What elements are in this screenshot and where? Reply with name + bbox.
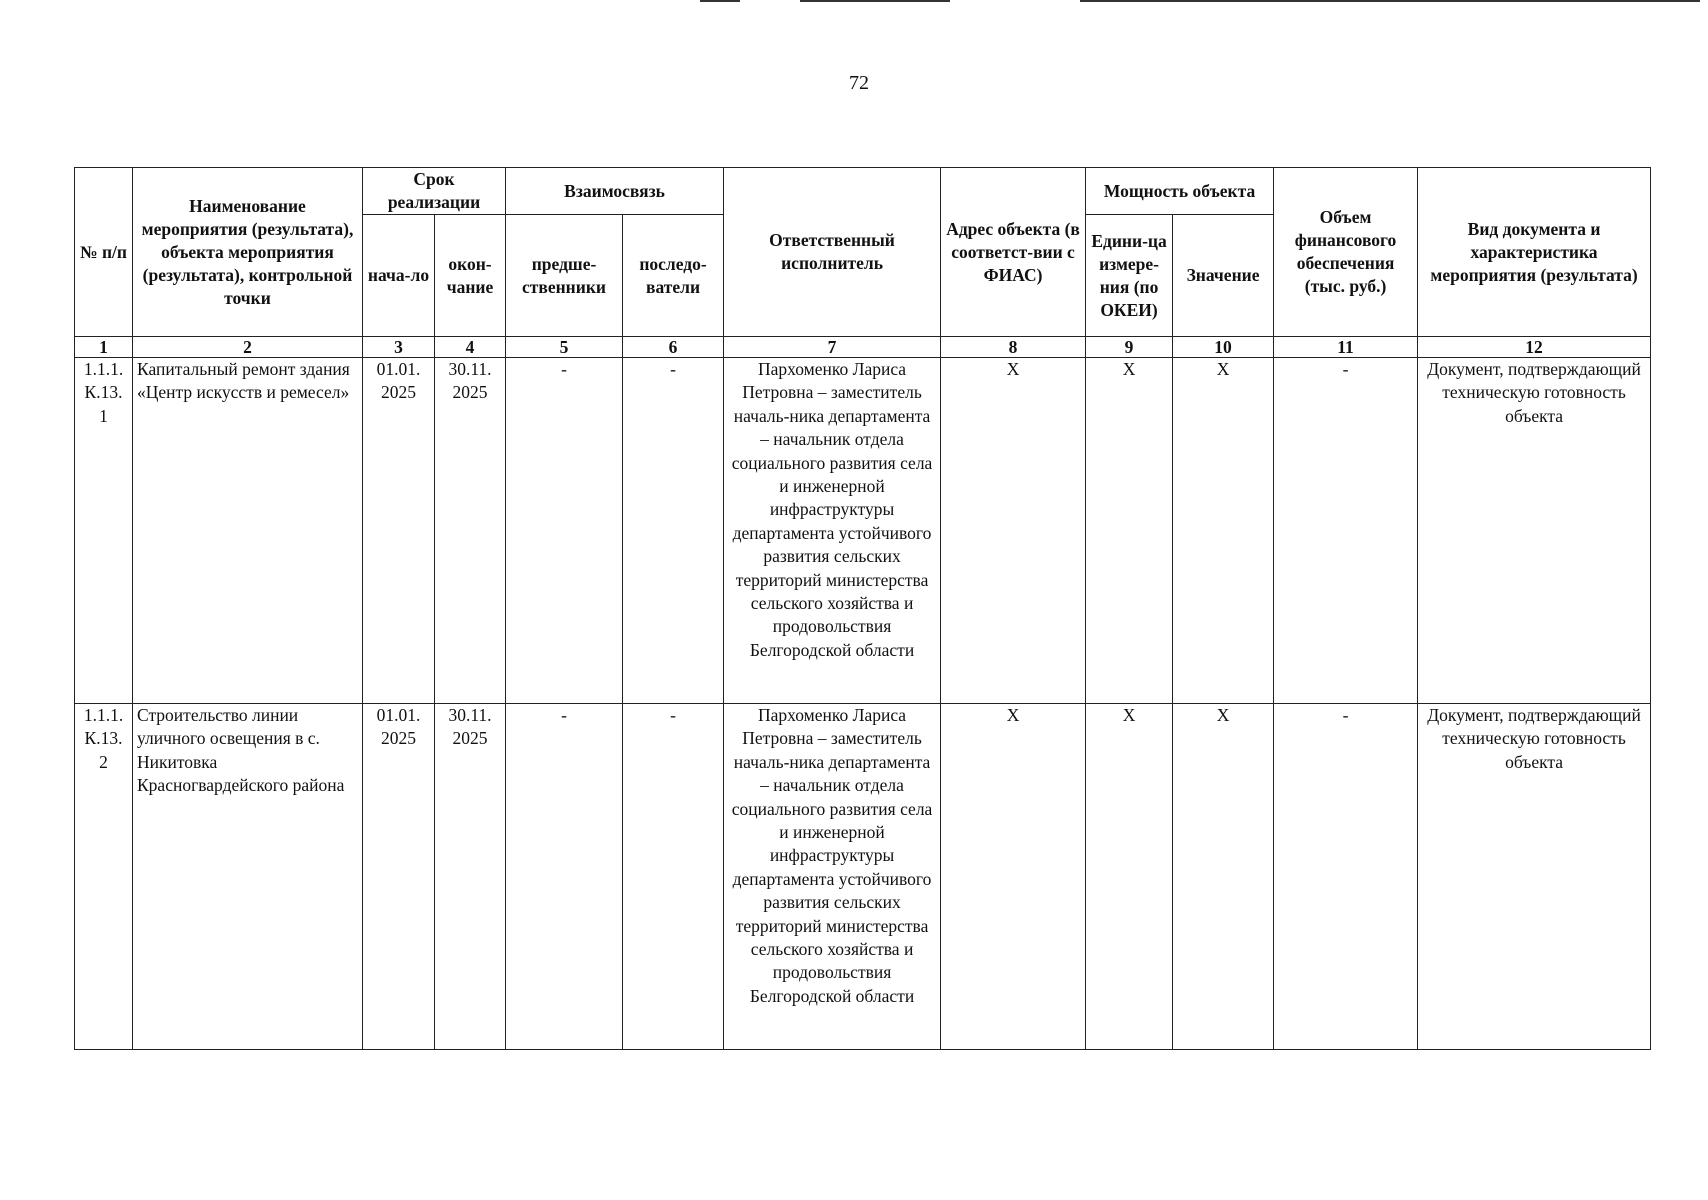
document-type: Документ, подтверждающий техническую готовность объекта [1418, 358, 1651, 704]
column-number: 3 [363, 337, 435, 358]
header-term-start: нача-ло [363, 215, 435, 337]
header-capacity: Мощность объекта [1086, 168, 1274, 215]
link-prev: - [506, 704, 623, 1050]
responsible: Пархоменко Лариса Петровна – заместитель началь-ника департамента – начальник отдела социального развития села и инженерной инфраструктуры департамента устойчивого развития сельских территорий министерства сельского хозяйства и продовольствия Белгородской области [724, 704, 941, 1050]
column-number: 11 [1274, 337, 1418, 358]
header-num: № п/п [75, 168, 133, 337]
column-number: 7 [724, 337, 941, 358]
column-number: 4 [435, 337, 506, 358]
column-number: 2 [133, 337, 363, 358]
row-number: 1.1.1. К.13. 1 [75, 358, 133, 704]
link-prev: - [506, 358, 623, 704]
header-term-end: окон-чание [435, 215, 506, 337]
term-start: 01.01. 2025 [363, 358, 435, 704]
header-term: Срок реализации [363, 168, 506, 215]
column-number: 5 [506, 337, 623, 358]
column-number: 10 [1173, 337, 1274, 358]
header-link-next: последо-ватели [623, 215, 724, 337]
header-capacity-unit: Едини-ца измере-ния (по ОКЕИ) [1086, 215, 1173, 337]
scan-edge-line [1080, 0, 1700, 2]
address: Х [941, 704, 1086, 1050]
capacity-value: Х [1173, 358, 1274, 704]
events-table [74, 167, 1651, 1050]
header-link: Взаимосвязь [506, 168, 724, 215]
header-finance: Объем финансового обеспечения (тыс. руб.) [1274, 168, 1418, 337]
responsible: Пархоменко Лариса Петровна – заместитель началь-ника департамента – начальник отдела социального развития села и инженерной инфраструктуры департамента устойчивого развития сельских территорий министерства сельского хозяйства и продовольствия Белгородской области [724, 358, 941, 704]
link-next: - [623, 704, 724, 1050]
column-number: 8 [941, 337, 1086, 358]
term-end: 30.11. 2025 [435, 358, 506, 704]
page-number: 72 [849, 72, 869, 94]
address: Х [941, 358, 1086, 704]
header-responsible: Ответственный исполнитель [724, 168, 941, 337]
header-capacity-value: Значение [1173, 215, 1274, 337]
term-end: 30.11. 2025 [435, 704, 506, 1050]
link-next: - [623, 358, 724, 704]
capacity-unit: Х [1086, 358, 1173, 704]
scan-edge-line [800, 0, 950, 2]
column-number: 9 [1086, 337, 1173, 358]
finance: - [1274, 704, 1418, 1050]
term-start: 01.01. 2025 [363, 704, 435, 1050]
finance: - [1274, 358, 1418, 704]
column-number: 1 [75, 337, 133, 358]
header-name: Наименование мероприятия (результата), объекта мероприятия (результата), контрольной точки [133, 168, 363, 337]
capacity-value: Х [1173, 704, 1274, 1050]
document-type: Документ, подтверждающий техническую готовность объекта [1418, 704, 1651, 1050]
row-number: 1.1.1. К.13. 2 [75, 704, 133, 1050]
scan-edge-line [700, 0, 740, 2]
header-address: Адрес объекта (в соответст-вии с ФИАС) [941, 168, 1086, 337]
capacity-unit: Х [1086, 704, 1173, 1050]
header-doc: Вид документа и характеристика мероприятия (результата) [1418, 168, 1651, 337]
table-row [75, 358, 1651, 704]
event-name: Строительство линии уличного освещения в с. Никитовка Красногвардейского района [133, 704, 363, 1050]
column-number: 12 [1418, 337, 1651, 358]
table-row [75, 704, 1651, 1050]
header-link-prev: предше-ственники [506, 215, 623, 337]
event-name: Капитальный ремонт здания «Центр искусств и ремесел» [133, 358, 363, 704]
column-number: 6 [623, 337, 724, 358]
